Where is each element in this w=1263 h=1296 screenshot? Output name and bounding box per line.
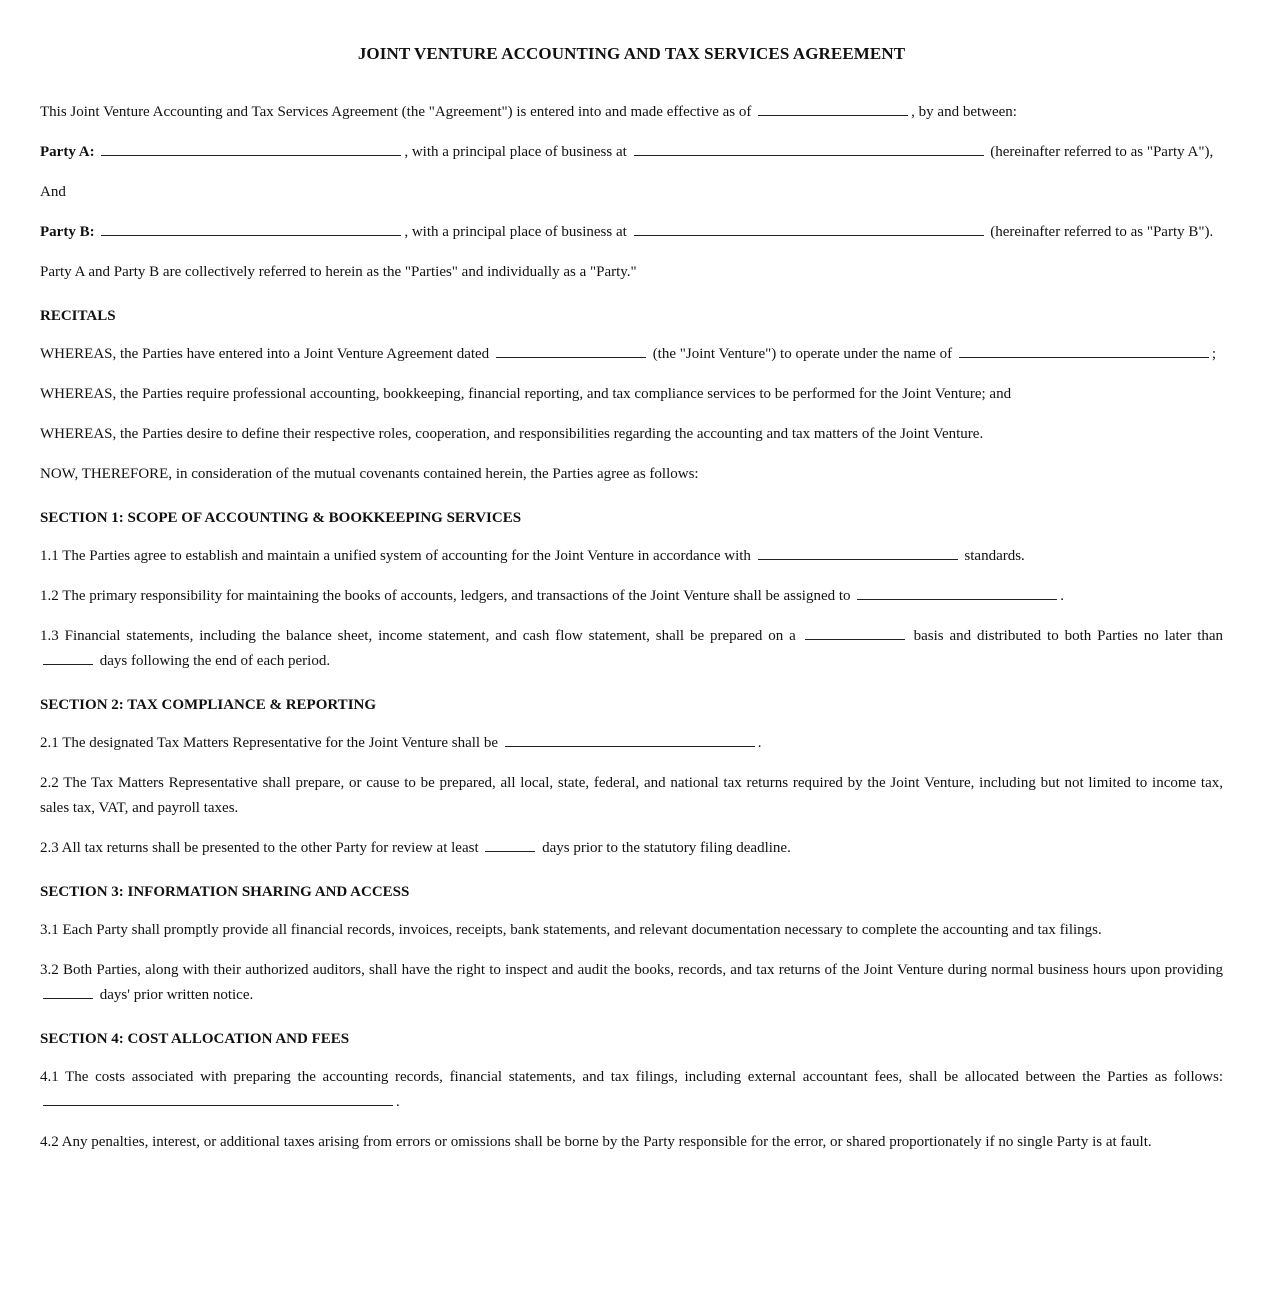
- party-a-address-blank[interactable]: [634, 141, 984, 156]
- recital-1: [40, 342, 1223, 367]
- and-text: And: [40, 184, 66, 200]
- party-b-address-blank[interactable]: [634, 221, 984, 236]
- clause-2-2: 2.2 The Tax Matters Representative shall prepare, or cause to be prepared, all local, state, federal, and national tax returns required by the Joint Venture, including but not limited to income tax, sales tax, VAT, and payroll taxes.: [40, 775, 1223, 816]
- clause-1-2-pre: 1.2 The primary responsibility for maintaining the books of accounts, ledgers, and transactions of the Joint Venture shall be assigned to: [40, 588, 851, 604]
- clause-2-3: [40, 836, 1223, 861]
- recital-1-post: ;: [1211, 346, 1216, 362]
- jv-date-blank[interactable]: [496, 343, 646, 358]
- distribution-days-blank[interactable]: [43, 650, 93, 665]
- notice-days-blank[interactable]: [43, 984, 93, 999]
- review-days-blank[interactable]: [485, 837, 535, 852]
- clause-3-1: 3.1 Each Party shall promptly provide all financial records, invoices, receipts, bank statements, and relevant documentation necessary to complete the accounting and tax filings.: [40, 922, 1102, 938]
- clause-1-1-pre: 1.1 The Parties agree to establish and maintain a unified system of accounting for the Joint Venture in accordance with: [40, 548, 751, 564]
- party-b-paragraph: [40, 220, 1223, 245]
- tax-representative-blank[interactable]: [505, 732, 755, 747]
- document-title: JOINT VENTURE ACCOUNTING AND TAX SERVICES AGREEMENT: [357, 44, 906, 63]
- clause-4-1-post: .: [396, 1094, 400, 1110]
- section-3-heading: SECTION 3: INFORMATION SHARING AND ACCESS: [40, 884, 410, 900]
- recitals-heading: RECITALS: [40, 308, 116, 324]
- statement-frequency-blank[interactable]: [805, 625, 905, 640]
- clause-1-3-pre: 1.3 Financial statements, including the balance sheet, income statement, and cash flow statement, shall be prepared on a: [40, 628, 796, 644]
- party-a-post-text: (hereinafter referred to as "Party A"),: [990, 144, 1214, 160]
- clause-4-1: [40, 1065, 1223, 1115]
- clause-2-1: [40, 731, 1223, 756]
- party-a-paragraph: [40, 140, 1223, 165]
- intro-text: This Joint Venture Accounting and Tax Services Agreement (the "Agreement") is entered into and made effective as of: [40, 104, 752, 120]
- clause-1-2-post: .: [1060, 588, 1065, 604]
- clause-3-2: [40, 958, 1223, 1008]
- clause-1-1-post: standards.: [964, 548, 1025, 564]
- clause-2-1-post: .: [757, 735, 762, 751]
- clause-4-2: 4.2 Any penalties, interest, or additional taxes arising from errors or omissions shall be borne by the Party responsible for the error, or shared proportionately if no single Party is at fault.: [40, 1134, 1152, 1150]
- clause-3-2-pre: 3.2 Both Parties, along with their authorized auditors, shall have the right to inspect and audit the books, records, and tax returns of the Joint Venture during normal business hours upon providing: [40, 962, 1223, 978]
- clause-2-1-pre: 2.1 The designated Tax Matters Representative for the Joint Venture shall be: [40, 735, 498, 751]
- section-4-heading: SECTION 4: COST ALLOCATION AND FEES: [40, 1031, 350, 1047]
- clause-1-3-mid: basis and distributed to both Parties no later than: [913, 628, 1224, 644]
- section-2-heading: SECTION 2: TAX COMPLIANCE & REPORTING: [40, 697, 377, 713]
- intro-paragraph: [40, 100, 1223, 125]
- effective-date-blank[interactable]: [758, 101, 908, 116]
- party-b-mid-text: , with a principal place of business at: [404, 224, 627, 240]
- section-1-heading: SECTION 1: SCOPE OF ACCOUNTING & BOOKKEEPING SERVICES: [40, 510, 522, 526]
- clause-2-3-post: days prior to the statutory filing deadline.: [542, 840, 791, 856]
- party-a-label: Party A:: [40, 144, 95, 160]
- intro-post-text: , by and between:: [911, 104, 1017, 120]
- party-a-mid-text: , with a principal place of business at: [404, 144, 627, 160]
- clause-1-2: [40, 584, 1223, 609]
- party-b-label: Party B:: [40, 224, 95, 240]
- clause-4-1-pre: 4.1 The costs associated with preparing the accounting records, financial statements, and tax filings, including external accountant fees, shall be allocated between the Parties as follows:: [40, 1069, 1223, 1085]
- clause-1-1: [40, 544, 1223, 569]
- recital-3: WHEREAS, the Parties desire to define their respective roles, cooperation, and responsibilities regarding the accounting and tax matters of the Joint Venture.: [40, 426, 984, 442]
- cost-allocation-blank[interactable]: [43, 1091, 393, 1106]
- recital-1-mid: (the "Joint Venture") to operate under the name of: [652, 346, 953, 362]
- party-b-post-text: (hereinafter referred to as "Party B").: [990, 224, 1214, 240]
- now-therefore: NOW, THEREFORE, in consideration of the mutual covenants contained herein, the Parties agree as follows:: [40, 466, 699, 482]
- clause-1-3-post: days following the end of each period.: [99, 653, 331, 669]
- jv-name-blank[interactable]: [959, 343, 1209, 358]
- party-a-name-blank[interactable]: [101, 141, 401, 156]
- party-b-name-blank[interactable]: [101, 221, 401, 236]
- clause-2-3-pre: 2.3 All tax returns shall be presented to the other Party for review at least: [40, 840, 479, 856]
- books-responsible-blank[interactable]: [857, 585, 1057, 600]
- accounting-standards-blank[interactable]: [758, 545, 958, 560]
- collective-paragraph: Party A and Party B are collectively referred to herein as the "Parties" and individually as a "Party.": [40, 264, 637, 280]
- clause-1-3: [40, 624, 1223, 674]
- recital-2: WHEREAS, the Parties require professional accounting, bookkeeping, financial reporting, and tax compliance services to be performed for the Joint Venture; and: [40, 386, 1012, 402]
- clause-3-2-post: days' prior written notice.: [99, 987, 254, 1003]
- recital-1-pre: WHEREAS, the Parties have entered into a Joint Venture Agreement dated: [40, 346, 490, 362]
